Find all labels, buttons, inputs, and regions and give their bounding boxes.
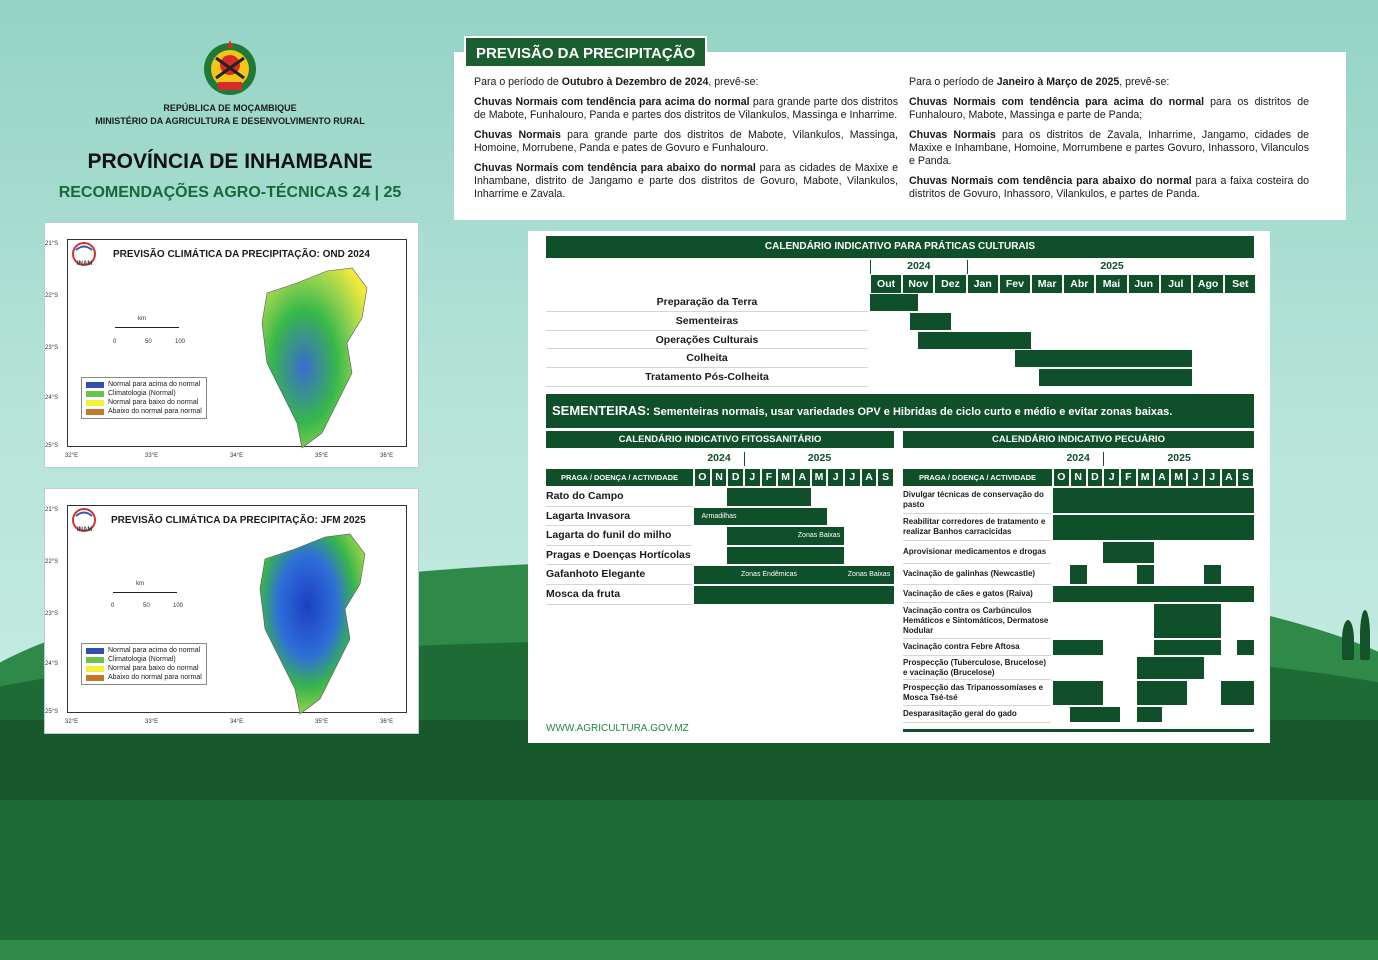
- activity-label: Preparação da Terra: [546, 293, 868, 312]
- legend-item: Normal para acima do normal: [86, 646, 202, 655]
- gantt-bar: [918, 332, 1031, 349]
- year-label: 2024: [1066, 452, 1090, 464]
- lat-label: 24°S: [45, 661, 59, 667]
- gantt-bar: [727, 547, 844, 565]
- scale-unit: km: [136, 581, 144, 587]
- activity-label: Tratamento Pós-Colheita: [546, 368, 868, 387]
- legend-item: Normal para baixo do normal: [86, 664, 202, 673]
- lat-label: 24°S: [45, 395, 59, 401]
- scale-tick: 50: [145, 339, 152, 345]
- gantt-bar: [1154, 640, 1221, 655]
- map-title: PREVISÃO CLIMÁTICA DA PRECIPITAÇÃO: JFM 2025: [111, 515, 366, 526]
- activity-label: Lagarta Invasora: [546, 507, 692, 527]
- ministry-text: MINISTÉRIO DA AGRICULTURA E DESENVOLVIMENTO RURAL: [95, 116, 365, 126]
- gantt-bar: [1015, 350, 1192, 367]
- gantt-bar: [1137, 657, 1204, 679]
- livestock-title: CALENDÁRIO INDICATIVO PECUÁRIO: [903, 431, 1254, 448]
- bar-label: Zonas Baixas: [847, 571, 891, 579]
- gantt-bar: [870, 294, 918, 311]
- month-header: O: [1054, 469, 1069, 486]
- gantt-bar: [1154, 604, 1221, 638]
- month-header: Jun: [1129, 275, 1159, 293]
- month-header: J: [828, 469, 843, 486]
- month-header: M: [1171, 469, 1186, 486]
- month-header: Abr: [1064, 275, 1094, 293]
- legend-item: Climatologia (Normal): [86, 655, 202, 664]
- activity-label: Vacinação de cães e gatos (Raiva): [903, 585, 1051, 603]
- lat-label: 23°S: [45, 611, 59, 617]
- month-header: Nov: [903, 275, 933, 293]
- phyto-title: CALENDÁRIO INDICATIVO FITOSSANITÁRIO: [546, 431, 894, 448]
- year-label: 2025: [967, 260, 1257, 274]
- activity-label: Vacinação de galinhas (Newcastle): [903, 564, 1051, 585]
- gantt-bar: [1053, 488, 1254, 513]
- month-header: A: [795, 469, 810, 486]
- activity-label: Vacinação contra os Carbúnculos Hemáticos e Sintomáticos, Dermatose Nodular: [903, 603, 1051, 639]
- lat-label: 21°S: [45, 241, 59, 247]
- lon-label: 34°E: [230, 453, 244, 459]
- bottom-rule: [903, 729, 1254, 732]
- lat-label: 22°S: [45, 293, 59, 299]
- month-header: A: [862, 469, 877, 486]
- forecast-item: Chuvas Normais com tendência para abaixo do normal para a faixa costeira do distritos de Govuro, Inhassoro, Vilankulos, e partes de Panda.: [909, 175, 1309, 200]
- month-header: J: [845, 469, 860, 486]
- inam-label: INAM: [77, 261, 93, 267]
- month-header: Ago: [1193, 275, 1223, 293]
- activity-label: Mosca da fruta: [546, 585, 692, 605]
- activity-label: Pragas e Doenças Hortícolas: [546, 546, 692, 566]
- month-header: J: [1188, 469, 1203, 486]
- lon-label: 35°E: [315, 719, 329, 725]
- month-header: J: [1104, 469, 1119, 486]
- column-header: PRAGA / DOENÇA / ACTIVIDADE: [546, 469, 693, 486]
- legend-item: Normal para acima do normal: [86, 380, 202, 389]
- month-header: J: [745, 469, 760, 486]
- scale-unit: km: [138, 316, 146, 322]
- province-title: PROVÍNCIA DE INHAMBANE: [87, 150, 373, 173]
- month-header: D: [1088, 469, 1103, 486]
- month-header: Dez: [935, 275, 965, 293]
- gantt-bar: [1204, 565, 1221, 584]
- cultural-title: CALENDÁRIO INDICATIVO PARA PRÁTICAS CULTURAIS: [546, 236, 1254, 258]
- forecast-title: PREVISÃO DA PRECIPITAÇÃO: [464, 36, 707, 68]
- scale-tick: 100: [175, 339, 186, 345]
- gantt-bar: [1053, 640, 1103, 655]
- precip-map-shape: [255, 529, 385, 719]
- month-header: Set: [1225, 275, 1255, 293]
- ministry-header: [40, 102, 420, 128]
- activity-label: Aprovisionar medicamentos e drogas: [903, 541, 1051, 564]
- forecast-item: Chuvas Normais para os distritos de Zavala, Inharrime, Jangamo, cidades de Maxixe e Inhambane, Homoine, Morrumbene e partes Govuro, Inhassoro, Vilanculos e Panda.: [909, 129, 1309, 167]
- website-link: WWW.AGRICULTURA.GOV.MZ: [546, 723, 689, 734]
- tree: [1342, 620, 1354, 660]
- map-legend: [81, 643, 207, 685]
- lon-label: 32°E: [65, 719, 79, 725]
- activity-label: Lagarta do funil do milho: [546, 526, 692, 546]
- activity-label: Reabilitar corredores de tratamento e realizar Banhos carracicidas: [903, 514, 1051, 541]
- activity-label: Prospecção (Tuberculose, Brucelose) e vacinação (Brucelose): [903, 656, 1051, 680]
- forecast-jfm: Para o período de Janeiro à Março de 2025, prevê-se: Chuvas Normais com tendência para acima do normal para os distritos de Funhalouro, Mabote, Massinga e parte de Panda; Chuvas Normais para os distritos de Zavala, Inharrime, Jangamo, cidades de Maxixe e Inhambane, Homoine, Morrumbene e partes Govuro, Inhassoro, Vilanculos e Panda. Chuvas Normais com tendência para abaixo do normal para a faixa costeira do distritos de Govuro, Inhassoro, Vilankulos, e partes de Panda.: [909, 76, 1309, 200]
- republic-text: REPÚBLICA DE MOÇAMBIQUE: [163, 103, 297, 113]
- month-header: M: [1138, 469, 1153, 486]
- forecast-item: Chuvas Normais para grande parte dos distritos de Mabote, Vilankulos, Massinga, Homoine, Morrubene, Panda e pates de Govuro e Funhalouro.: [474, 129, 898, 154]
- gantt-bar: [744, 508, 827, 526]
- gantt-bar: [1070, 565, 1087, 584]
- scale-tick: 0: [113, 339, 117, 345]
- lat-label: 25°S: [45, 443, 59, 449]
- month-header: F: [1121, 469, 1136, 486]
- activity-label: Prospecção das Tripanossomíases e Mosca Tsé-tsé: [903, 680, 1051, 706]
- activity-label: Vacinação contra Febre Aftosa: [903, 639, 1051, 656]
- bar-label: Zonas Baixas: [797, 532, 841, 540]
- lat-label: 25°S: [45, 709, 59, 715]
- month-header: Out: [871, 275, 901, 293]
- gantt-bar: [1053, 681, 1103, 705]
- forecast-item: Chuvas Normais com tendência para acima do normal para grande parte dos distritos de Mabote, Funhalouro, Panda e partes dos distritos de Vilankulos, Massinga e Inharrime.: [474, 96, 899, 121]
- scale-tick: 50: [143, 603, 150, 609]
- month-header: D: [728, 469, 743, 486]
- lat-label: 21°S: [45, 507, 59, 513]
- month-header: F: [762, 469, 777, 486]
- month-header: Jul: [1161, 275, 1191, 293]
- legend-item: Normal para baixo do normal: [86, 398, 202, 407]
- forecast-ond: Para o período de Outubro à Dezembro de 2024, prevê-se: Chuvas Normais com tendência para acima do normal para grande parte dos distritos de Mabote, Funhalouro, Panda e partes dos distritos de Vilankulos, Massinga e Inharrime. Chuvas Normais para grande parte dos distritos de Mabote, Vilankulos, Massinga, Homoine, Morrubene, Panda e pates de Govuro e Funhalouro. Chuvas Normais com tendência para abaixo do normal para as cidades de Maxixe e Inhambane, distrito de Jangamo e parte dos distritos de Govuro, Mabote, Vilankulos, Inharrime e Zavala.: [474, 76, 899, 200]
- bar-label: Armadilhas: [701, 512, 737, 520]
- forecast-item: Chuvas Normais com tendência para abaixo do normal para as cidades de Maxixe e Inhambane, distrito de Jangamo e parte dos distritos de Govuro, Mabote, Vilankulos, Inharrime e Zavala.: [474, 162, 898, 200]
- lon-label: 34°E: [230, 719, 244, 725]
- gantt-bar: [727, 527, 794, 545]
- scale-bar: [113, 592, 177, 593]
- precip-map-shape: [257, 263, 387, 453]
- month-header: Mar: [1032, 275, 1062, 293]
- map-title: PREVISÃO CLIMÁTICA DA PRECIPITAÇÃO: OND 2024: [113, 249, 370, 260]
- gantt-bar: [1039, 369, 1192, 386]
- month-header: Fev: [1000, 275, 1030, 293]
- activity-label: Desparasitação geral do gado: [903, 706, 1051, 723]
- lat-label: 22°S: [45, 559, 59, 565]
- lon-label: 35°E: [315, 453, 329, 459]
- inam-label: INAM: [77, 527, 93, 533]
- gantt-bar: [1137, 681, 1187, 705]
- gantt-bar: [1137, 707, 1162, 722]
- sementeiras-label: SEMENTEIRAS:: [552, 403, 651, 418]
- sementeiras-banner: [546, 394, 1254, 428]
- lon-label: 32°E: [65, 453, 79, 459]
- year-label: 2024: [707, 452, 731, 464]
- activity-label: Operações Culturais: [546, 331, 868, 350]
- forecast-panel: [454, 52, 1346, 220]
- year-label: 2025: [744, 452, 894, 466]
- legend-item: Abaixo do normal para normal: [86, 673, 202, 682]
- tree: [1360, 610, 1370, 660]
- lon-label: 36°E: [380, 719, 394, 725]
- year-label: 2025: [1103, 452, 1254, 466]
- month-header: S: [1238, 469, 1253, 486]
- gantt-bar: [694, 586, 894, 604]
- month-header: Jan: [968, 275, 998, 293]
- sementeiras-text: Sementeiras normais, usar variedades OPV e Hibridas de ciclo curto e médio e evitar zonas baixas.: [650, 406, 1173, 418]
- month-header: A: [1155, 469, 1170, 486]
- month-header: S: [878, 469, 893, 486]
- activity-label: Sementeiras: [546, 312, 868, 331]
- scale-tick: 100: [173, 603, 184, 609]
- gantt-bar: [1221, 681, 1255, 705]
- lon-label: 33°E: [145, 719, 159, 725]
- activity-label: Colheita: [546, 349, 868, 368]
- subtitle: RECOMENDAÇÕES AGRO-TÉCNICAS 24 | 25: [58, 184, 402, 201]
- scale-tick: 0: [111, 603, 115, 609]
- calendar-panel: [528, 231, 1270, 743]
- lat-label: 23°S: [45, 345, 59, 351]
- gantt-bar: [1237, 640, 1254, 655]
- month-header: N: [1071, 469, 1086, 486]
- gantt-bar: [1103, 542, 1153, 563]
- forecast-item: Chuvas Normais com tendência para acima do normal para os distritos de Funhalouro, Mabote, Massinga e parte de Panda;: [909, 96, 1309, 121]
- month-header: A: [1222, 469, 1237, 486]
- activity-label: Gafanhoto Elegante: [546, 565, 692, 585]
- month-header: O: [695, 469, 710, 486]
- month-header: Mai: [1096, 275, 1126, 293]
- gantt-bar: [1137, 565, 1154, 584]
- gantt-bar: [1053, 586, 1254, 602]
- column-header: PRAGA / DOENÇA / ACTIVIDADE: [903, 469, 1052, 486]
- lon-label: 33°E: [145, 453, 159, 459]
- gantt-bar: [910, 313, 950, 330]
- bar-label: Zonas Endêmicas: [740, 571, 798, 579]
- legend-item: Climatologia (Normal): [86, 389, 202, 398]
- activity-label: Rato do Campo: [546, 487, 692, 507]
- gantt-bar: [1070, 707, 1120, 722]
- month-header: M: [778, 469, 793, 486]
- month-header: M: [812, 469, 827, 486]
- activity-label: Divulgar técnicas de conservação do pasto: [903, 487, 1051, 514]
- gantt-bar: [1053, 515, 1254, 540]
- gantt-bar: [727, 488, 810, 506]
- scale-bar: [115, 327, 179, 328]
- month-header: N: [712, 469, 727, 486]
- year-label: 2024: [870, 260, 967, 274]
- map-legend: [81, 377, 207, 419]
- map-ond-2024: [44, 222, 419, 468]
- map-jfm-2025: [44, 488, 419, 734]
- lon-label: 36°E: [380, 453, 394, 459]
- legend-item: Abaixo do normal para normal: [86, 407, 202, 416]
- mozambique-emblem-icon: [198, 38, 262, 100]
- month-header: J: [1205, 469, 1220, 486]
